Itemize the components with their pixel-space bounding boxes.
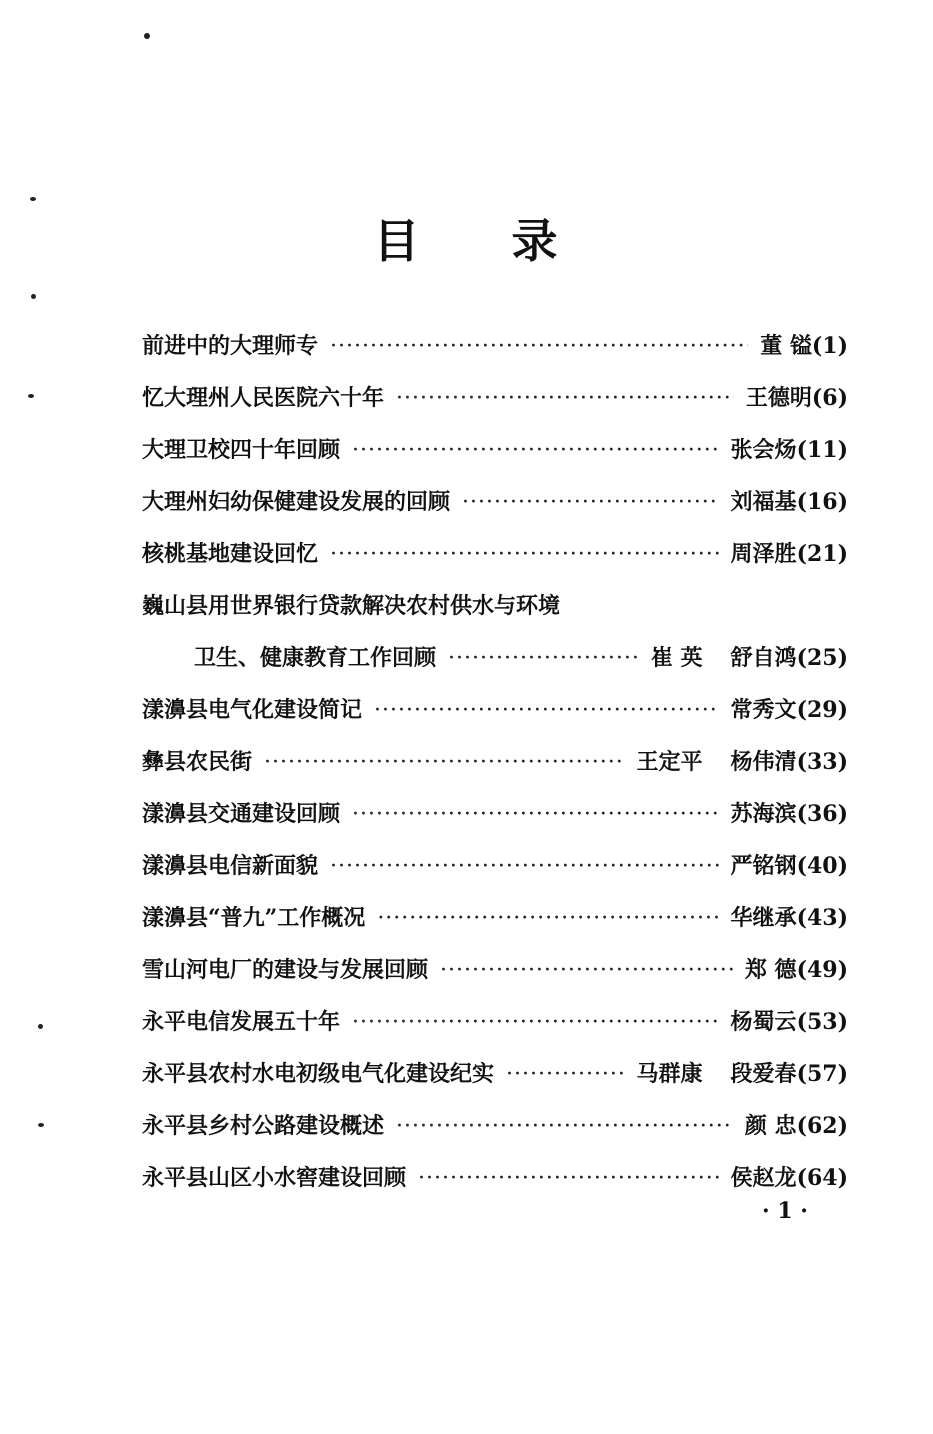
scan-speck	[38, 1024, 43, 1029]
toc-entry-page: (43)	[796, 905, 848, 931]
toc-entry	[142, 684, 848, 736]
author-name: 段爱春	[730, 1061, 797, 1087]
toc-entry-title: 漾濞县电信新面貌	[142, 853, 319, 879]
dot-leader	[330, 321, 748, 373]
toc-entry-page: (29)	[796, 697, 848, 723]
toc-entry-authors	[760, 320, 812, 372]
author-name: 崔 英	[650, 645, 703, 671]
toc-entry-authors	[731, 892, 797, 944]
author-name: 周泽胜	[730, 541, 797, 567]
toc-entry-authors	[731, 840, 797, 892]
toc-entry	[142, 736, 848, 788]
toc-entry	[142, 788, 848, 840]
author-name: 董 镒	[760, 333, 812, 359]
title-part-1: 目	[373, 214, 422, 268]
page-title	[0, 205, 933, 271]
toc-entry-page: (1)	[811, 333, 848, 359]
toc-entry-title: 雪山河电厂的建设与发展回顾	[142, 957, 429, 983]
toc-entry-title: 卫生、健康教育工作回顾	[194, 645, 437, 671]
toc-entry-authors	[731, 528, 797, 580]
toc-entry	[142, 580, 848, 632]
scan-speck	[144, 33, 150, 39]
toc-entry-authors	[731, 424, 797, 476]
toc-entry-authors	[637, 1048, 797, 1100]
author-name: 王定平	[636, 749, 703, 775]
toc-entry	[142, 892, 848, 944]
scan-speck	[28, 394, 34, 398]
dot-leader	[396, 1101, 733, 1153]
toc-entry-page: (57)	[796, 1061, 848, 1087]
toc-entry-page: (64)	[796, 1165, 848, 1191]
dot-leader	[352, 789, 719, 841]
dot-leader	[330, 529, 719, 581]
scan-speck	[38, 1123, 44, 1127]
scan-speck	[31, 294, 36, 299]
toc-entry-page: (21)	[796, 541, 848, 567]
toc-entry-authors	[651, 632, 797, 684]
page-number: · 1 ·	[762, 1198, 808, 1224]
toc-entry-title: 大理卫校四十年回顾	[142, 437, 341, 463]
toc-entry-title: 忆大理州人民医院六十年	[142, 385, 385, 411]
toc-entry-authors	[745, 944, 797, 996]
toc-entry-page: (36)	[796, 801, 848, 827]
toc-entry-page: (53)	[796, 1009, 848, 1035]
dot-leader	[264, 737, 625, 789]
toc-entry	[142, 372, 848, 424]
dot-leader	[352, 997, 719, 1049]
toc-entry-page: (16)	[796, 489, 848, 515]
author-name: 马群康	[636, 1061, 703, 1087]
author-name: 苏海滨	[730, 801, 797, 827]
toc-entry-page: (33)	[796, 749, 848, 775]
author-name: 舒自鸿	[730, 645, 797, 671]
toc-entry	[142, 528, 848, 580]
toc-entry-authors	[731, 1152, 797, 1204]
author-name: 刘福基	[730, 489, 797, 515]
toc-entry	[142, 1100, 848, 1152]
author-name: 颜 忠	[744, 1113, 797, 1139]
toc-entry-title: 永平电信发展五十年	[142, 1009, 341, 1035]
toc-entry-title: 永平县农村水电初级电气化建设纪实	[142, 1061, 495, 1087]
scan-speck	[30, 197, 36, 201]
author-name: 严铭钢	[730, 853, 797, 879]
toc-entry-page: (6)	[811, 385, 848, 411]
toc-entry-authors	[731, 476, 797, 528]
toc-entry-authors	[731, 996, 797, 1048]
toc-entry	[142, 320, 848, 372]
toc-entry-title: 漾濞县电气化建设简记	[142, 697, 363, 723]
author-name: 杨蜀云	[730, 1009, 797, 1035]
toc-entry	[142, 944, 848, 996]
author-name: 常秀文	[730, 697, 797, 723]
toc-entry-page: (62)	[796, 1113, 848, 1139]
dot-leader	[374, 685, 719, 737]
author-name: 王德明	[745, 385, 812, 411]
toc-entry	[142, 1152, 848, 1204]
dot-leader	[440, 945, 733, 997]
toc-entry	[142, 476, 848, 528]
toc-entry-page: (40)	[796, 853, 848, 879]
dot-leader	[506, 1049, 625, 1101]
toc-entry-authors	[731, 788, 797, 840]
toc-entry	[142, 1048, 848, 1100]
toc-entry-title: 彝县农民街	[142, 749, 253, 775]
author-name: 华继承	[730, 905, 797, 931]
dot-leader	[396, 373, 734, 425]
toc-entry-title: 前进中的大理师专	[142, 333, 319, 359]
toc-entry	[142, 996, 848, 1048]
toc-entry	[142, 424, 848, 476]
author-name: 杨伟清	[730, 749, 797, 775]
toc-entry-authors	[745, 1100, 797, 1152]
author-name: 侯赵龙	[730, 1165, 797, 1191]
toc-entry-title: 巍山县用世界银行贷款解决农村供水与环境	[142, 593, 561, 619]
dot-leader	[352, 425, 719, 477]
toc-entry-title: 漾濞县交通建设回顾	[142, 801, 341, 827]
dot-leader	[377, 893, 718, 945]
toc-entry-title: 永平县山区小水窖建设回顾	[142, 1165, 407, 1191]
dot-leader	[418, 1153, 719, 1205]
dot-leader	[462, 477, 719, 529]
table-of-contents	[142, 320, 848, 1204]
toc-entry-title: 永平县乡村公路建设概述	[142, 1113, 385, 1139]
dot-leader	[448, 633, 639, 685]
toc-entry-title: 核桃基地建设回忆	[142, 541, 319, 567]
toc-entry-title: 漾濞县“普九”工作概况	[142, 905, 366, 931]
toc-entry-page: (11)	[796, 437, 848, 463]
toc-entry-page: (49)	[796, 957, 848, 983]
dot-leader	[330, 841, 719, 893]
toc-entry-authors	[637, 736, 797, 788]
toc-entry-title: 大理州妇幼保健建设发展的回顾	[142, 489, 451, 515]
author-name: 张会炀	[730, 437, 797, 463]
toc-entry	[142, 632, 848, 684]
toc-entry	[142, 840, 848, 892]
title-part-2: 录	[511, 214, 560, 268]
toc-entry-authors	[731, 684, 797, 736]
author-name: 郑 德	[744, 957, 797, 983]
toc-entry-authors	[746, 372, 812, 424]
toc-entry-page: (25)	[796, 645, 848, 671]
